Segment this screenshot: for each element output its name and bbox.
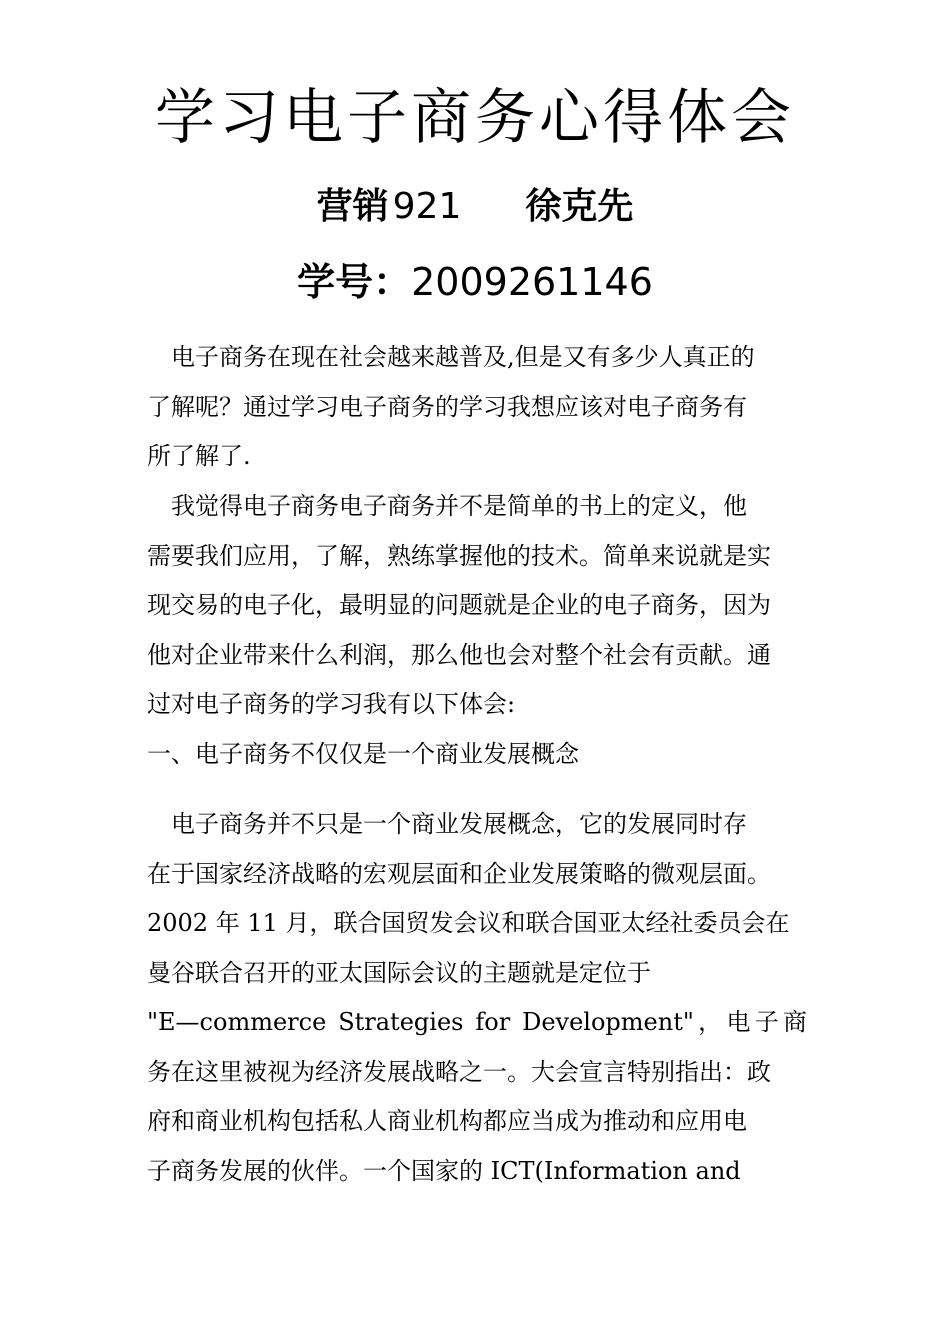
- text-line: 在于国家经济战略的宏观层面和企业发展策略的微观层面。: [147, 859, 771, 888]
- text-line: 电子商务并不只是一个商业发展概念，它的发展同时存: [147, 810, 747, 838]
- text-line: 他对企业带来什么利润，那么他也会对整个社会有贡献。通: [147, 640, 771, 669]
- text-line: 电子商务在现在社会越来越普及,但是又有多少人真正的: [147, 343, 755, 371]
- text-line: 现交易的电子化，最明显的问题就是企业的电子商务，因为: [147, 591, 771, 619]
- text-line: 所了解了.: [147, 442, 251, 470]
- author-class-number: 921: [392, 186, 462, 227]
- student-id-value: 2009261146: [411, 260, 653, 304]
- text-line: 了解呢？通过学习电子商务的学习我想应该对电子商务有: [147, 392, 747, 421]
- text-line: 需要我们应用，了解，熟练掌握他的技术。简单来说就是实: [147, 541, 771, 570]
- text-line: 曼谷联合召开的亚太国际会议的主题就是定位于: [147, 958, 651, 987]
- paragraph-3: [147, 800, 807, 1196]
- text-line: 过对电子商务的学习我有以下体会:: [147, 690, 516, 718]
- section-heading: 一、电子商务不仅仅是一个商业发展概念: [147, 739, 579, 768]
- author-line: [0, 182, 950, 232]
- text-line: "E—commerce Strategies for Development"，电子商: [147, 1008, 807, 1036]
- author-name: 徐克先: [525, 186, 634, 227]
- paragraph-1: [147, 333, 807, 482]
- document-title: 学习电子商务心得体会: [155, 83, 795, 153]
- text-line: 我觉得电子商务电子商务并不是简单的书上的定义，他: [147, 492, 747, 520]
- paragraph-2: [147, 482, 807, 779]
- text-line: 务在这里被视为经济发展战略之一。大会宣言特别指出：政: [147, 1057, 771, 1086]
- text-line: 府和商业机构包括私人商业机构都应当成为推动和应用电: [147, 1107, 747, 1135]
- student-id-line: [0, 256, 950, 308]
- student-id-label: 学号：: [297, 260, 412, 304]
- text-line: 子商务发展的伙伴。一个国家的 ICT(Information and: [147, 1156, 741, 1185]
- author-class: 营销: [316, 186, 389, 227]
- text-line: 2002 年 11 月，联合国贸发会议和联合国亚太经社委员会在: [147, 909, 790, 937]
